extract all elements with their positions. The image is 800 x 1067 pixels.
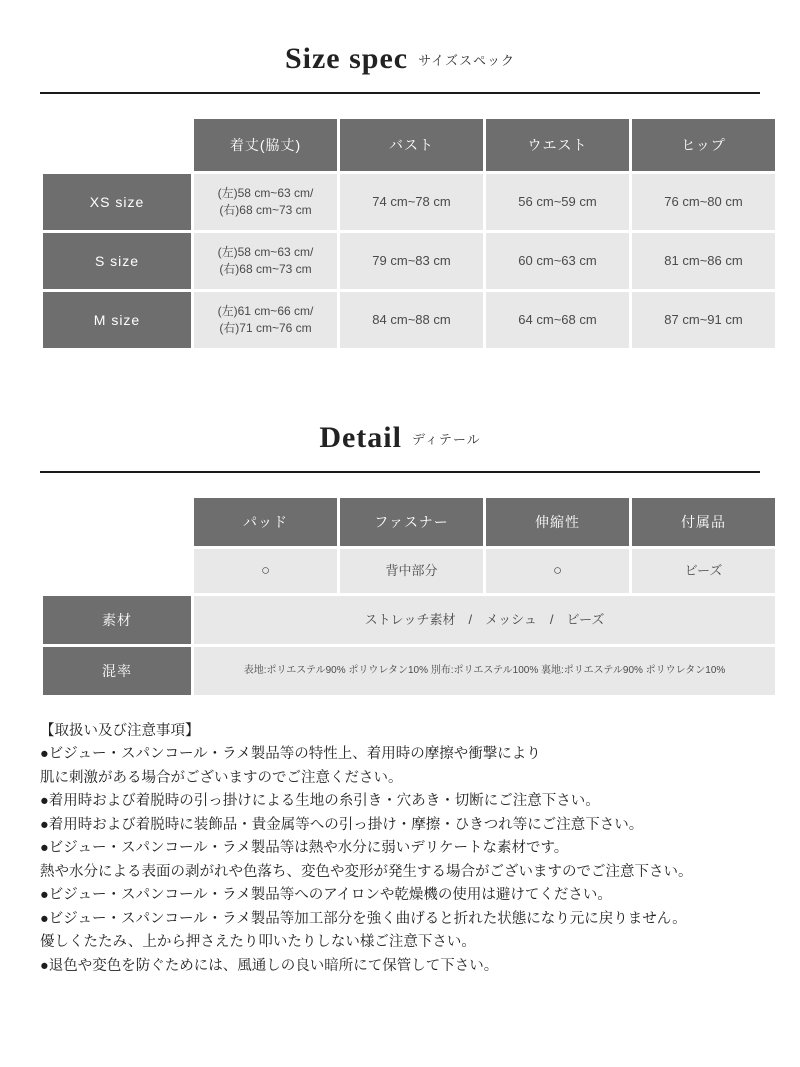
row-header-blend: 混率 bbox=[43, 647, 191, 695]
table-header-row bbox=[43, 498, 775, 546]
detail-title-en: Detail bbox=[319, 421, 402, 454]
table-row bbox=[43, 233, 775, 289]
size-spec-title-jp: サイズスペック bbox=[418, 52, 516, 68]
cell-s-length bbox=[194, 233, 337, 289]
note-line: ●着用時および着脱時に装飾品・貴金属等への引っ掛け・摩擦・ひきつれ等にご注意下さい。 bbox=[40, 816, 644, 833]
size-spec-heading bbox=[40, 0, 760, 86]
column-header-length: 着丈(脇丈) bbox=[194, 119, 337, 171]
size-spec-table bbox=[40, 116, 778, 351]
size-spec-title-en: Size spec bbox=[284, 42, 409, 75]
note-line: ●ビジュー・スパンコール・ラメ製品等は熱や水分に弱いデリケートな素材です。 bbox=[40, 840, 569, 857]
cell-pad-value: ○ bbox=[194, 549, 337, 593]
cell-xs-hip: 76 cm~80 cm bbox=[632, 174, 775, 230]
column-header-stretch: 伸縮性 bbox=[486, 498, 629, 546]
note-line: 優しくたたみ、上から押さえたり叩いたりしない様ご注意下さい。 bbox=[40, 934, 476, 951]
cell-line: (左)58 cm~63 cm/ bbox=[217, 244, 314, 259]
cell-line: (左)58 cm~63 cm/ bbox=[217, 185, 314, 200]
cell-s-bust: 79 cm~83 cm bbox=[340, 233, 483, 289]
row-header-material: 素材 bbox=[43, 596, 191, 644]
table-header-row bbox=[43, 119, 775, 171]
table-row bbox=[43, 292, 775, 348]
cell-xs-length bbox=[194, 174, 337, 230]
note-line: ●ビジュー・スパンコール・ラメ製品等の特性上、着用時の摩擦や衝撃により bbox=[40, 746, 541, 763]
cell-m-length bbox=[194, 292, 337, 348]
row-header-m: M size bbox=[43, 292, 191, 348]
row-header-xs: XS size bbox=[43, 174, 191, 230]
empty-cell bbox=[43, 549, 191, 593]
corner-cell bbox=[43, 119, 191, 171]
note-line: ●ビジュー・スパンコール・ラメ製品等へのアイロンや乾燥機の使用は避けてください。 bbox=[40, 887, 612, 904]
column-header-hip: ヒップ bbox=[632, 119, 775, 171]
table-row bbox=[43, 174, 775, 230]
care-notes bbox=[40, 720, 760, 978]
cell-m-hip: 87 cm~91 cm bbox=[632, 292, 775, 348]
cell-line: (右)68 cm~73 cm bbox=[219, 262, 312, 276]
size-spec-divider bbox=[40, 92, 760, 94]
note-line: 【取扱い及び注意事項】 bbox=[40, 723, 200, 739]
detail-divider bbox=[40, 471, 760, 473]
column-header-fastener: ファスナー bbox=[340, 498, 483, 546]
cell-m-bust: 84 cm~88 cm bbox=[340, 292, 483, 348]
table-row bbox=[43, 647, 775, 695]
note-line: ●退色や変色を防ぐためには、風通しの良い暗所にて保管して下さい。 bbox=[40, 957, 499, 974]
column-header-accessory: 付属品 bbox=[632, 498, 775, 546]
cell-accessory-value: ビーズ bbox=[632, 549, 775, 593]
note-line: 熱や水分による表面の剥がれや色落ち、変色や変形が発生する場合がございますのでご注意下さい。 bbox=[40, 863, 693, 880]
column-header-pad: パッド bbox=[194, 498, 337, 546]
detail-table bbox=[40, 495, 778, 698]
note-line: ●着用時および着脱時の引っ掛けによる生地の糸引き・穴あき・切断にご注意下さい。 bbox=[40, 793, 600, 810]
cell-stretch-value: ○ bbox=[486, 549, 629, 593]
corner-cell bbox=[43, 498, 191, 546]
cell-material-value: ストレッチ素材 / メッシュ / ビーズ bbox=[194, 596, 775, 644]
note-line: ●ビジュー・スパンコール・ラメ製品等加工部分を強く曲げると折れた状態になり元に戻りません。 bbox=[40, 910, 687, 927]
detail-heading bbox=[40, 351, 760, 465]
cell-line: (右)71 cm~76 cm bbox=[219, 321, 312, 335]
column-header-waist: ウエスト bbox=[486, 119, 629, 171]
cell-line: (左)61 cm~66 cm/ bbox=[217, 303, 314, 318]
cell-line: (右)68 cm~73 cm bbox=[219, 203, 312, 217]
cell-s-waist: 60 cm~63 cm bbox=[486, 233, 629, 289]
table-row bbox=[43, 549, 775, 593]
table-row bbox=[43, 596, 775, 644]
cell-fastener-value: 背中部分 bbox=[340, 549, 483, 593]
cell-blend-value: 表地:ポリエステル90% ポリウレタン10% 別布:ポリエステル100% 裏地:ポリエステル90% ポリウレタン10% bbox=[194, 647, 775, 695]
cell-m-waist: 64 cm~68 cm bbox=[486, 292, 629, 348]
column-header-bust: バスト bbox=[340, 119, 483, 171]
row-header-s: S size bbox=[43, 233, 191, 289]
cell-xs-bust: 74 cm~78 cm bbox=[340, 174, 483, 230]
note-line: 肌に刺激がある場合がございますのでご注意ください。 bbox=[40, 769, 403, 786]
cell-s-hip: 81 cm~86 cm bbox=[632, 233, 775, 289]
cell-xs-waist: 56 cm~59 cm bbox=[486, 174, 629, 230]
detail-title-jp: ディテール bbox=[411, 431, 481, 447]
